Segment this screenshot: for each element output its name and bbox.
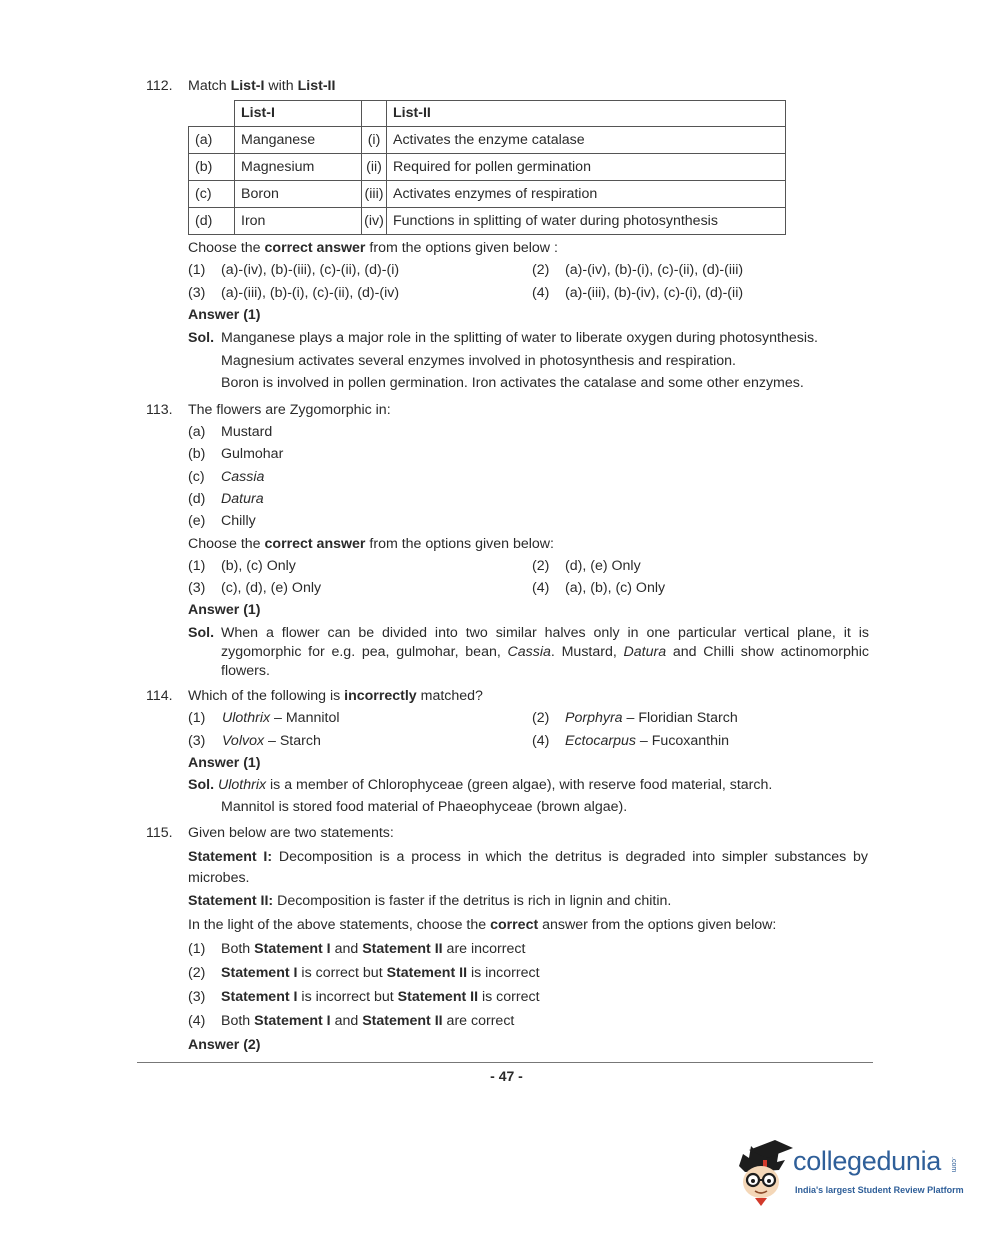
solution-line-3: Boron is involved in pollen germination. Iron activates the catalase and some other enzymes. xyxy=(221,375,804,391)
logo-wordmark: collegedunia xyxy=(793,1146,942,1176)
item-text: Mustard xyxy=(221,424,273,440)
row-roman: (ii) xyxy=(362,154,387,181)
solution-label: Sol. xyxy=(188,330,215,346)
row-description: Required for pollen germination xyxy=(387,154,786,181)
row-roman: (iii) xyxy=(362,181,387,208)
option-3-text: (c), (d), (e) Only xyxy=(221,580,322,596)
row-item: Magnesium xyxy=(235,154,362,181)
footer-divider xyxy=(137,1062,873,1063)
option-2: (2) xyxy=(532,558,550,574)
table-header-list-1: List-I xyxy=(235,101,362,127)
option-1: (1) xyxy=(188,710,206,726)
question-113-prompt: The flowers are Zygomorphic in: xyxy=(188,402,391,418)
option-3-text: (a)-(iii), (b)-(i), (c)-(ii), (d)-(iv) xyxy=(221,285,400,301)
question-115-prompt: Given below are two statements: xyxy=(188,825,394,841)
question-115-number: 115. xyxy=(146,825,173,841)
option-1-text: (b), (c) Only xyxy=(221,558,296,574)
question-114-answer: Answer (1) xyxy=(188,755,261,771)
option-4: (4) xyxy=(532,285,550,301)
statement-2: Statement II: Decomposition is faster if the detritus is rich in lignin and chitin. xyxy=(188,893,672,909)
table-header-list-2: List-II xyxy=(387,101,786,127)
item-text: Datura xyxy=(221,491,264,507)
question-115-instruction: In the light of the above statements, choose the correct answer from the options given below: xyxy=(188,917,777,933)
question-114-solution-2: Mannitol is stored food material of Phaeophyceae (brown algae). xyxy=(221,799,628,815)
question-113-choose: Choose the correct answer from the options given below: xyxy=(188,536,554,552)
option-3: (3) xyxy=(188,733,206,749)
logo-tagline: India's largest Student Review Platform xyxy=(795,1185,964,1195)
question-113-solution: Sol. When a flower can be divided into two similar halves only in one particular vertical plane, it is zygomorphic for e.g. pea, gulmohar, bean, Cassia. Mustard, Datura and Chilli show actinomorphic flowers. xyxy=(188,625,869,679)
item-text: Chilly xyxy=(221,513,256,529)
option-1: (1) xyxy=(188,558,206,574)
table-row xyxy=(189,127,786,154)
item-label: (c) xyxy=(188,469,205,485)
solution-line-1: Manganese plays a major role in the splitting of water to liberate oxygen during photosynthesis. xyxy=(221,330,819,346)
table-row xyxy=(189,154,786,181)
option-4-text: Ectocarpus – Fucoxanthin xyxy=(565,733,730,749)
row-description: Functions in splitting of water during photosynthesis xyxy=(387,208,786,235)
option-4-text: (a), (b), (c) Only xyxy=(565,580,666,596)
question-112-number: 112. xyxy=(146,78,173,94)
item-label: (b) xyxy=(188,446,206,462)
option-4-text: Both Statement I and Statement II are correct xyxy=(221,1013,515,1029)
item-label: (a) xyxy=(188,424,206,440)
option-2-text: Statement I is correct but Statement II is incorrect xyxy=(221,965,540,981)
option-3: (3) xyxy=(188,285,206,301)
table-header-blank-2 xyxy=(362,101,387,127)
row-label: (a) xyxy=(189,127,235,154)
item-text: Cassia xyxy=(221,469,265,485)
question-114-number: 114. xyxy=(146,688,173,704)
table-row xyxy=(189,181,786,208)
option-3-text: Statement I is incorrect but Statement II is correct xyxy=(221,989,540,1005)
option-3: (3) xyxy=(188,989,206,1005)
question-113-answer: Answer (1) xyxy=(188,602,261,618)
match-table xyxy=(188,100,786,235)
option-4: (4) xyxy=(532,580,550,596)
option-1: (1) xyxy=(188,262,206,278)
row-label: (d) xyxy=(189,208,235,235)
mascot-icon xyxy=(735,1136,795,1208)
row-label: (b) xyxy=(189,154,235,181)
question-112-choose: Choose the correct answer from the options given below : xyxy=(188,240,558,256)
row-description: Activates the enzyme catalase xyxy=(387,127,786,154)
table-row xyxy=(189,208,786,235)
option-2-text: (a)-(iv), (b)-(i), (c)-(ii), (d)-(iii) xyxy=(565,262,744,278)
statement-1: Statement I: Decomposition is a process in which the detritus is degraded into simpler substances by microbes. xyxy=(188,849,869,886)
option-1-text: (a)-(iv), (b)-(iii), (c)-(ii), (d)-(i) xyxy=(221,262,400,278)
item-label: (e) xyxy=(188,513,206,529)
option-2: (2) xyxy=(532,262,550,278)
row-item: Iron xyxy=(235,208,362,235)
question-115-answer: Answer (2) xyxy=(188,1037,261,1053)
table-header-row xyxy=(189,101,786,127)
option-3: (3) xyxy=(188,580,206,596)
item-label: (d) xyxy=(188,491,206,507)
solution-line-2: Magnesium activates several enzymes involved in photosynthesis and respiration. xyxy=(221,353,736,369)
option-1: (1) xyxy=(188,941,206,957)
option-2-text: (d), (e) Only xyxy=(565,558,641,574)
table-header-blank xyxy=(189,101,235,127)
option-3-text: Volvox – Starch xyxy=(222,733,321,749)
row-item: Manganese xyxy=(235,127,362,154)
option-2-text: Porphyra – Floridian Starch xyxy=(565,710,738,726)
row-item: Boron xyxy=(235,181,362,208)
option-1-text: Both Statement I and Statement II are incorrect xyxy=(221,941,526,957)
logo-com: .com xyxy=(950,1157,957,1173)
question-114-prompt: Which of the following is incorrectly matched? xyxy=(188,688,483,704)
page-number: - 47 - xyxy=(490,1068,523,1084)
option-2: (2) xyxy=(188,965,206,981)
row-roman: (i) xyxy=(362,127,387,154)
row-description: Activates enzymes of respiration xyxy=(387,181,786,208)
item-text: Gulmohar xyxy=(221,446,284,462)
option-4: (4) xyxy=(532,733,550,749)
option-1-text: Ulothrix – Mannitol xyxy=(222,710,340,726)
option-2: (2) xyxy=(532,710,550,726)
row-label: (c) xyxy=(189,181,235,208)
question-113-number: 113. xyxy=(146,402,173,418)
option-4: (4) xyxy=(188,1013,206,1029)
row-roman: (iv) xyxy=(362,208,387,235)
question-112-prompt: Match List-I with List-II xyxy=(188,78,336,94)
question-114-solution-1: Sol. Ulothrix is a member of Chlorophyceae (green algae), with reserve food material, starch. xyxy=(188,777,773,793)
collegedunia-logo xyxy=(735,1136,965,1206)
option-4-text: (a)-(iii), (b)-(iv), (c)-(i), (d)-(ii) xyxy=(565,285,744,301)
question-112-answer: Answer (1) xyxy=(188,307,261,323)
